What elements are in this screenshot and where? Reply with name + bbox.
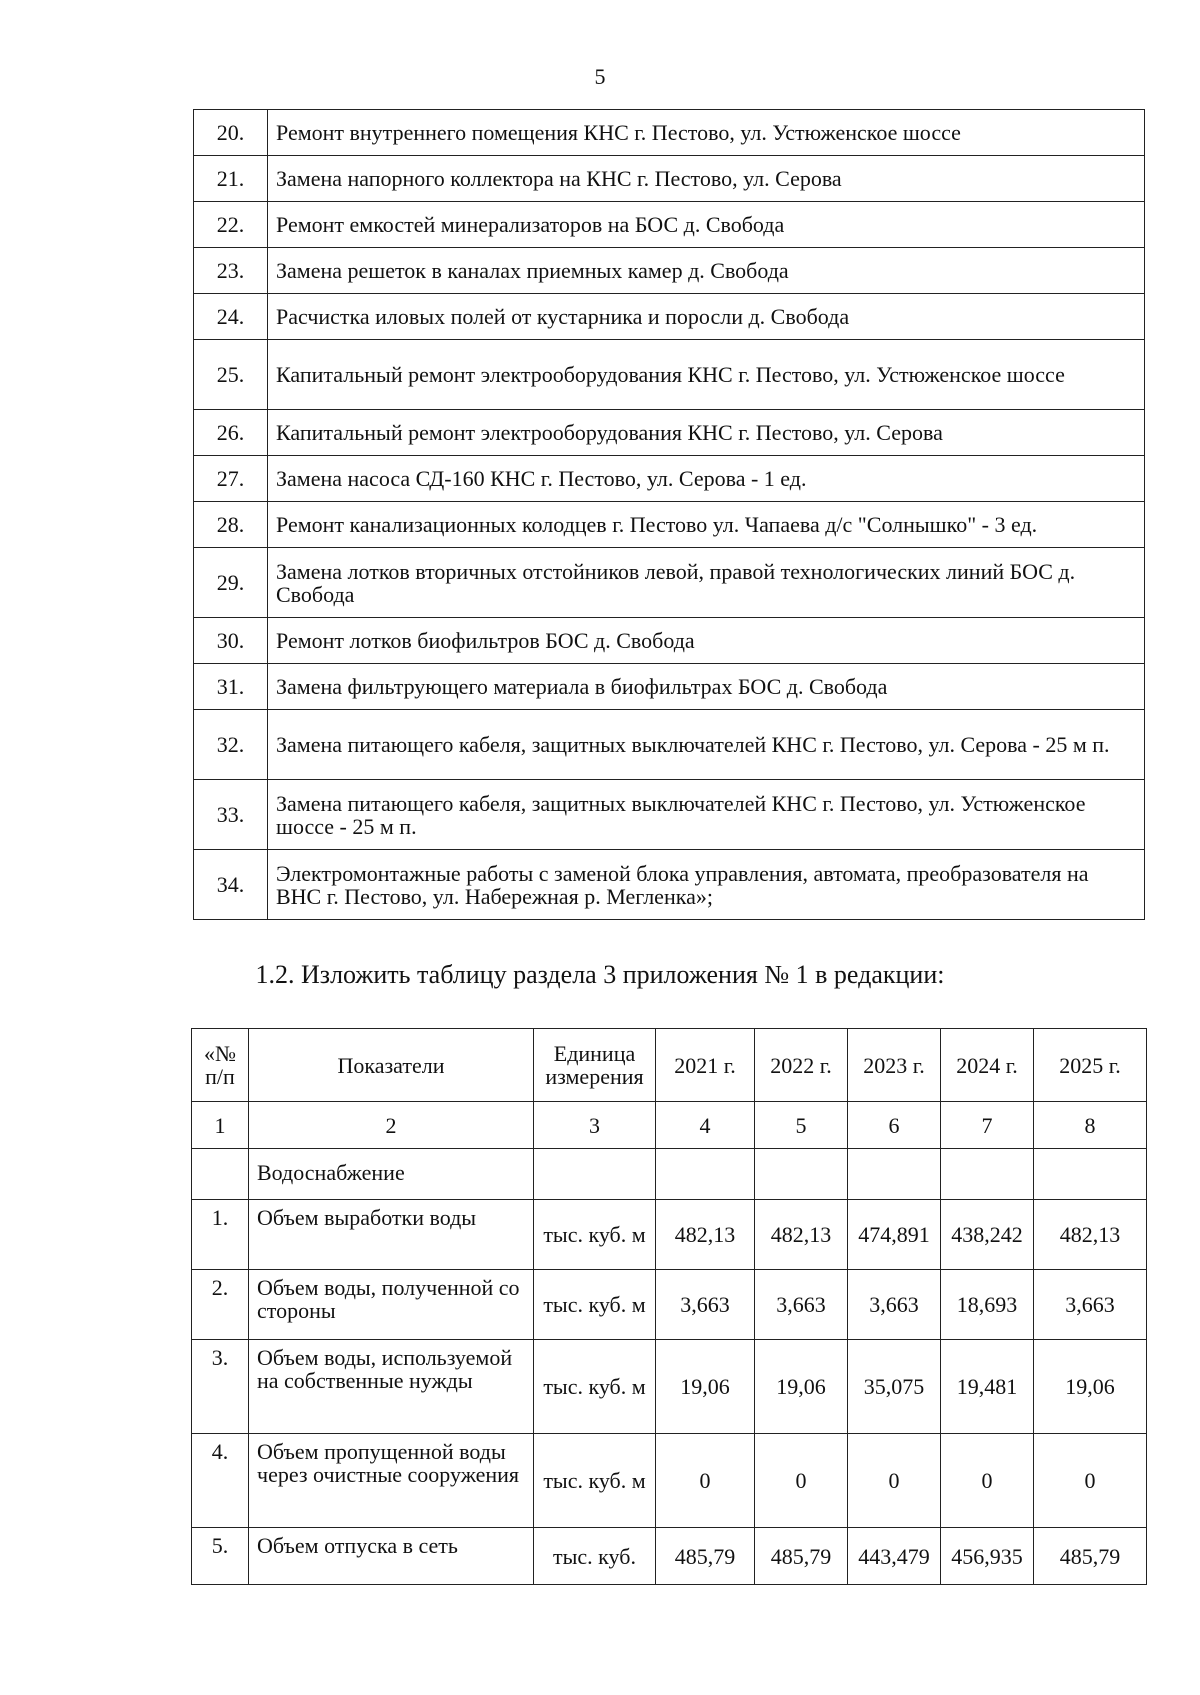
header-year: 2024 г.: [941, 1029, 1034, 1102]
table-row: [194, 456, 1145, 502]
table-row: [192, 1340, 1147, 1434]
value: 0: [1034, 1434, 1147, 1528]
table-row: [192, 1434, 1147, 1528]
column-index: 2: [249, 1102, 534, 1149]
value: 0: [755, 1434, 848, 1528]
column-index: 4: [656, 1102, 755, 1149]
row-text: Замена фильтрующего материала в биофильтрах БОС д. Свобода: [268, 664, 1145, 710]
value: 3,663: [656, 1270, 755, 1340]
section-row: [192, 1149, 1147, 1200]
unit: тыс. куб. м: [534, 1200, 656, 1270]
header-row: [192, 1029, 1147, 1102]
value: 456,935: [941, 1528, 1034, 1585]
value: 19,06: [656, 1340, 755, 1434]
unit: тыс. куб. м: [534, 1270, 656, 1340]
column-index-row: [192, 1102, 1147, 1149]
column-index: 7: [941, 1102, 1034, 1149]
row-number: 32.: [194, 710, 268, 780]
value: 18,693: [941, 1270, 1034, 1340]
indicator-name: Объем пропущенной воды через очистные сооружения: [249, 1434, 534, 1528]
header-number: «№ п/п: [192, 1029, 249, 1102]
value: 443,479: [848, 1528, 941, 1585]
header-year: 2023 г.: [848, 1029, 941, 1102]
table-row: [194, 780, 1145, 850]
row-number: 34.: [194, 850, 268, 920]
row-number: 20.: [194, 110, 268, 156]
header-indicator: Показатели: [249, 1029, 534, 1102]
row-number: 21.: [194, 156, 268, 202]
row-number: 1.: [192, 1200, 249, 1270]
value: 0: [656, 1434, 755, 1528]
row-number: 27.: [194, 456, 268, 502]
row-number: 4.: [192, 1434, 249, 1528]
indicator-name: Объем воды, полученной со стороны: [249, 1270, 534, 1340]
table-row: [194, 202, 1145, 248]
row-number: 23.: [194, 248, 268, 294]
table-row: [192, 1200, 1147, 1270]
row-number: 25.: [194, 340, 268, 410]
row-text: Капитальный ремонт электрооборудования КНС г. Пестово, ул. Устюженское шоссе: [268, 340, 1145, 410]
table-row: [194, 156, 1145, 202]
row-number: 31.: [194, 664, 268, 710]
value: 19,06: [755, 1340, 848, 1434]
indicator-name: Объем воды, используемой на собственные нужды: [249, 1340, 534, 1434]
value: 438,242: [941, 1200, 1034, 1270]
value: 485,79: [656, 1528, 755, 1585]
column-index: 8: [1034, 1102, 1147, 1149]
row-text: Ремонт внутреннего помещения КНС г. Пестово, ул. Устюженское шоссе: [268, 110, 1145, 156]
value: 3,663: [848, 1270, 941, 1340]
value: 482,13: [755, 1200, 848, 1270]
value: 485,79: [755, 1528, 848, 1585]
row-number: 3.: [192, 1340, 249, 1434]
value: 35,075: [848, 1340, 941, 1434]
unit: тыс. куб.: [534, 1528, 656, 1585]
header-year: 2021 г.: [656, 1029, 755, 1102]
page-number: 5: [594, 64, 606, 89]
value: 19,06: [1034, 1340, 1147, 1434]
section-heading: 1.2. Изложить таблицу раздела 3 приложения № 1 в редакции:: [255, 960, 945, 989]
unit: тыс. куб. м: [534, 1434, 656, 1528]
row-text: Ремонт канализационных колодцев г. Пестово ул. Чапаева д/с "Солнышко" - 3 ед.: [268, 502, 1145, 548]
indicator-name: Объем выработки воды: [249, 1200, 534, 1270]
value: 485,79: [1034, 1528, 1147, 1585]
table-row: [194, 294, 1145, 340]
value: 482,13: [1034, 1200, 1147, 1270]
column-index: 5: [755, 1102, 848, 1149]
row-number: 5.: [192, 1528, 249, 1585]
row-text: Ремонт лотков биофильтров БОС д. Свобода: [268, 618, 1145, 664]
table-row: [194, 850, 1145, 920]
table-row: [192, 1270, 1147, 1340]
value: 3,663: [755, 1270, 848, 1340]
table-row: [194, 618, 1145, 664]
row-text: Капитальный ремонт электрооборудования КНС г. Пестово, ул. Серова: [268, 410, 1145, 456]
table-row: [194, 340, 1145, 410]
value: 482,13: [656, 1200, 755, 1270]
row-number: 33.: [194, 780, 268, 850]
unit: тыс. куб. м: [534, 1340, 656, 1434]
header-year: 2022 г.: [755, 1029, 848, 1102]
column-index: 1: [192, 1102, 249, 1149]
table-row: [194, 110, 1145, 156]
value: 19,481: [941, 1340, 1034, 1434]
row-text: Замена насоса СД-160 КНС г. Пестово, ул. Серова - 1 ед.: [268, 456, 1145, 502]
value: 0: [848, 1434, 941, 1528]
table-row: [194, 502, 1145, 548]
row-number: 30.: [194, 618, 268, 664]
table-row: [194, 410, 1145, 456]
indicators-table: [191, 1028, 1147, 1585]
works-table: [193, 109, 1145, 920]
row-text: Замена лотков вторичных отстойников левой, правой технологических линий БОС д. Свобода: [268, 548, 1145, 618]
row-number: 24.: [194, 294, 268, 340]
row-number: 22.: [194, 202, 268, 248]
indicator-name: Объем отпуска в сеть: [249, 1528, 534, 1585]
header-year: 2025 г.: [1034, 1029, 1147, 1102]
table-row: [194, 248, 1145, 294]
row-text: Ремонт емкостей минерализаторов на БОС д. Свобода: [268, 202, 1145, 248]
row-text: Электромонтажные работы с заменой блока управления, автомата, преобразователя на ВНС г. Пестово, ул. Набережная р. Мегленка»;: [268, 850, 1145, 920]
row-text: Замена решеток в каналах приемных камер д. Свобода: [268, 248, 1145, 294]
row-text: Замена питающего кабеля, защитных выключателей КНС г. Пестово, ул. Устюженское шоссе - 25 м п.: [268, 780, 1145, 850]
table-row: [194, 664, 1145, 710]
table-row: [194, 710, 1145, 780]
row-number: 29.: [194, 548, 268, 618]
value: 0: [941, 1434, 1034, 1528]
row-text: Расчистка иловых полей от кустарника и поросли д. Свобода: [268, 294, 1145, 340]
column-index: 3: [534, 1102, 656, 1149]
value: 3,663: [1034, 1270, 1147, 1340]
column-index: 6: [848, 1102, 941, 1149]
header-unit: Единица измерения: [534, 1029, 656, 1102]
value: 474,891: [848, 1200, 941, 1270]
row-text: Замена питающего кабеля, защитных выключателей КНС г. Пестово, ул. Серова - 25 м п.: [268, 710, 1145, 780]
row-number: 2.: [192, 1270, 249, 1340]
row-number: 28.: [194, 502, 268, 548]
row-text: Замена напорного коллектора на КНС г. Пестово, ул. Серова: [268, 156, 1145, 202]
table-row: [192, 1528, 1147, 1585]
row-number: 26.: [194, 410, 268, 456]
section-label: Водоснабжение: [249, 1149, 534, 1200]
table-row: [194, 548, 1145, 618]
